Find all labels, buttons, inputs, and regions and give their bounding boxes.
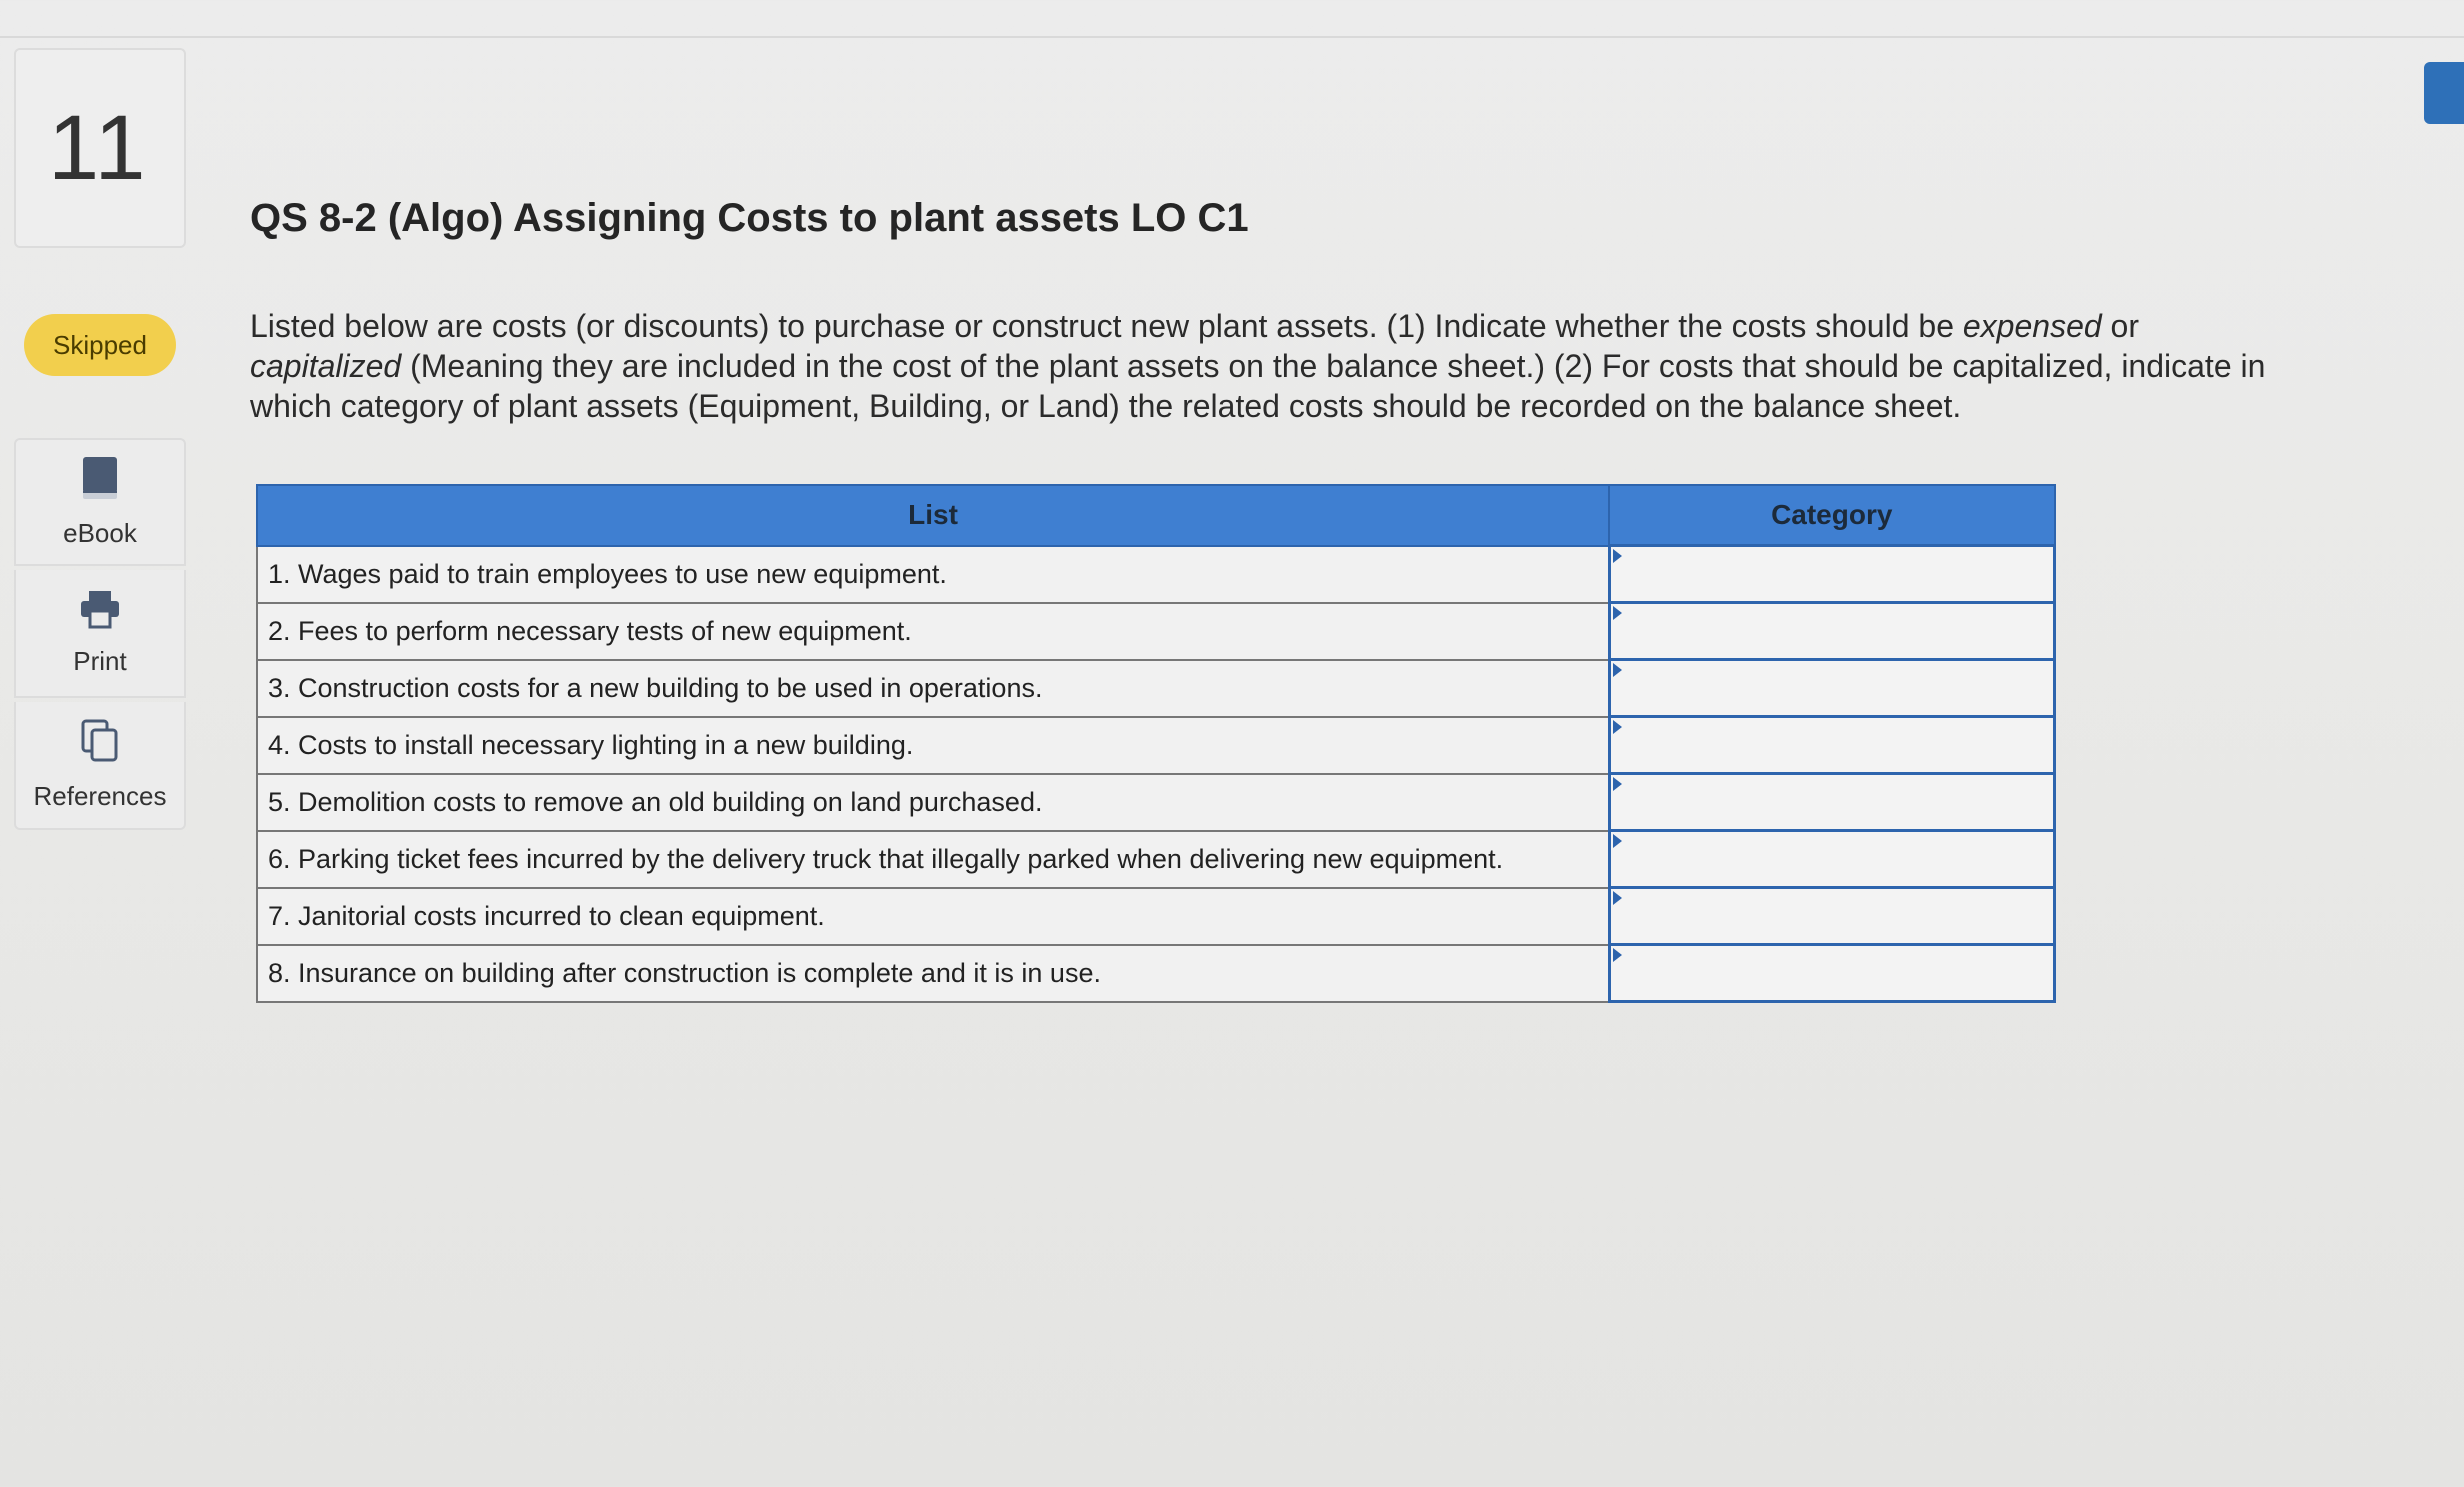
category-cell[interactable] (1609, 717, 2055, 774)
list-item: 6. Parking ticket fees incurred by the delivery truck that illegally parked when delivering new equipment. (257, 831, 1609, 888)
ebook-label: eBook (63, 518, 137, 548)
question-title: QS 8-2 (Algo) Assigning Costs to plant assets LO C1 (250, 196, 1249, 240)
list-item: 5. Demolition costs to remove an old building on land purchased. (257, 774, 1609, 831)
list-column-header: List (257, 485, 1609, 546)
category-cell[interactable] (1609, 831, 2055, 888)
table-row (257, 774, 2055, 831)
category-column-header: Category (1609, 485, 2055, 546)
category-cell[interactable] (1609, 660, 2055, 717)
list-item: 7. Janitorial costs incurred to clean equipment. (257, 888, 1609, 945)
category-cell[interactable] (1609, 945, 2055, 1002)
table-row (257, 660, 2055, 717)
category-dropdown[interactable] (1613, 549, 2052, 599)
category-dropdown[interactable] (1613, 663, 2052, 713)
category-cell[interactable] (1609, 546, 2055, 603)
status-badge: Skipped (24, 314, 176, 376)
category-dropdown[interactable] (1613, 948, 2052, 998)
book-icon (80, 455, 120, 508)
table-row (257, 831, 2055, 888)
category-dropdown[interactable] (1613, 834, 2052, 884)
ebook-button[interactable] (14, 438, 186, 566)
cost-category-table (256, 484, 2056, 1003)
corner-tab[interactable] (2424, 62, 2464, 124)
category-cell[interactable] (1609, 603, 2055, 660)
category-cell[interactable] (1609, 888, 2055, 945)
top-divider (0, 36, 2464, 38)
question-instructions: Listed below are costs (or discounts) to purchase or construct new plant assets. (1) Indicate whether the costs should be expensed or capitalized (Meaning they are included in the cost of the plant assets on the balance sheet.) (2) For costs that should be capitalized, indicate in which category of plant assets (Equipment, Building, or Land) the related costs should be recorded on the balance sheet. (250, 308, 2266, 424)
category-dropdown[interactable] (1613, 606, 2052, 656)
print-label: Print (73, 646, 127, 676)
references-button[interactable] (14, 702, 186, 830)
table-row (257, 717, 2055, 774)
print-button[interactable] (14, 570, 186, 698)
references-label: References (33, 781, 167, 811)
printer-icon (79, 589, 121, 636)
category-cell[interactable] (1609, 774, 2055, 831)
category-dropdown[interactable] (1613, 891, 2052, 941)
category-dropdown[interactable] (1613, 720, 2052, 770)
copy-pages-icon (80, 718, 120, 771)
list-item: 2. Fees to perform necessary tests of new equipment. (257, 603, 1609, 660)
list-item: 4. Costs to install necessary lighting in a new building. (257, 717, 1609, 774)
list-item: 8. Insurance on building after construction is complete and it is in use. (257, 945, 1609, 1002)
table-row (257, 945, 2055, 1002)
list-item: 3. Construction costs for a new building to be used in operations. (257, 660, 1609, 717)
table-row (257, 546, 2055, 603)
list-item: 1. Wages paid to train employees to use new equipment. (257, 546, 1609, 603)
table-row (257, 603, 2055, 660)
question-number: 11 (48, 97, 148, 199)
category-dropdown[interactable] (1613, 777, 2052, 827)
table-row (257, 888, 2055, 945)
